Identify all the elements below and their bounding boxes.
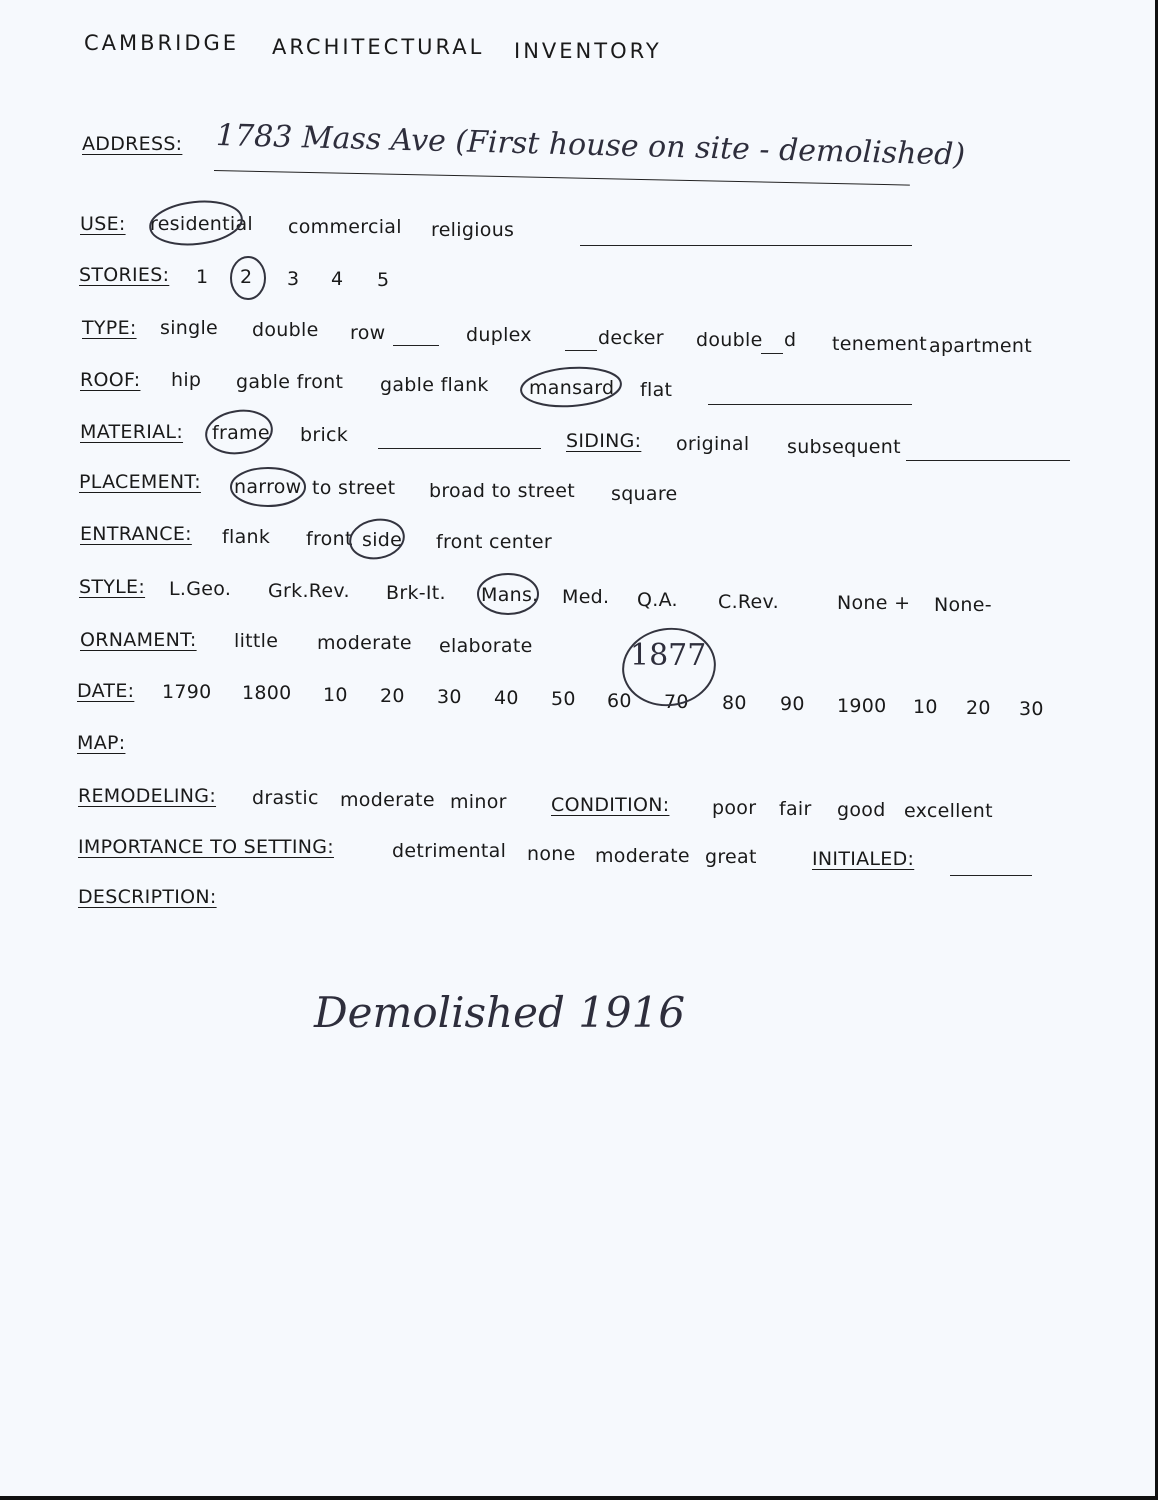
initialed-label: INITIALED: bbox=[812, 848, 915, 870]
material-option-brick[interactable]: brick bbox=[300, 424, 349, 446]
type-option-apartment[interactable]: apartment bbox=[929, 335, 1032, 357]
condition-option-poor[interactable]: poor bbox=[712, 797, 757, 819]
form-title-architectural: ARCHITECTURAL bbox=[272, 35, 485, 59]
circle-mark-frame bbox=[203, 407, 274, 458]
date-option-1840[interactable]: 40 bbox=[494, 687, 519, 709]
remodeling-option-minor[interactable]: minor bbox=[450, 791, 507, 813]
importance-option-moderate[interactable]: moderate bbox=[595, 845, 690, 867]
style-option-med[interactable]: Med. bbox=[562, 586, 610, 608]
roof-option-gable-flank[interactable]: gable flank bbox=[380, 374, 489, 396]
style-option-q-a[interactable]: Q.A. bbox=[637, 589, 678, 611]
roof-option-gable-front[interactable]: gable front bbox=[236, 371, 344, 393]
date-option-1830[interactable]: 30 bbox=[437, 686, 462, 708]
entrance-label: ENTRANCE: bbox=[80, 523, 192, 545]
material-label: MATERIAL: bbox=[80, 421, 184, 443]
condition-option-fair[interactable]: fair bbox=[779, 798, 812, 820]
material-option-frame[interactable]: frame bbox=[212, 422, 270, 444]
circle-mark-mans bbox=[478, 574, 538, 614]
entrance-option-front[interactable]: front bbox=[306, 528, 353, 550]
roof-option-flat[interactable]: flat bbox=[640, 379, 673, 401]
address-label: ADDRESS: bbox=[82, 133, 183, 155]
stories-label: STORIES: bbox=[79, 264, 170, 286]
type-option-single[interactable]: single bbox=[160, 317, 219, 339]
description-handwritten-value: Demolished 1916 bbox=[314, 988, 686, 1037]
circle-mark-date-1870s bbox=[618, 623, 720, 711]
siding-label: SIDING: bbox=[566, 430, 642, 452]
stories-option-1[interactable]: 1 bbox=[196, 266, 209, 288]
date-handwritten-value: 1877 bbox=[630, 638, 707, 673]
date-option-1790[interactable]: 1790 bbox=[162, 681, 212, 703]
map-label: MAP: bbox=[77, 732, 126, 754]
importance-label: IMPORTANCE TO SETTING: bbox=[78, 836, 334, 858]
style-label: STYLE: bbox=[79, 576, 146, 598]
condition-label: CONDITION: bbox=[551, 794, 670, 816]
use-label: USE: bbox=[80, 213, 126, 235]
form-title-cambridge: CAMBRIDGE bbox=[84, 31, 240, 55]
style-option-mans[interactable]: Mans. bbox=[481, 584, 539, 606]
importance-option-none[interactable]: none bbox=[527, 843, 576, 865]
entrance-option-flank[interactable]: flank bbox=[222, 526, 271, 548]
remodeling-label: REMODELING: bbox=[78, 785, 217, 807]
type-label: TYPE: bbox=[82, 317, 137, 339]
date-option-1890[interactable]: 90 bbox=[780, 693, 805, 715]
circle-mark-mansard bbox=[520, 365, 622, 410]
style-option-grk-rev[interactable]: Grk.Rev. bbox=[268, 580, 350, 602]
stories-option-2[interactable]: 2 bbox=[240, 266, 253, 288]
date-label: DATE: bbox=[77, 680, 135, 702]
circle-mark-residential bbox=[148, 197, 244, 248]
date-option-1920[interactable]: 20 bbox=[966, 697, 991, 719]
type-option-decker[interactable]: decker bbox=[598, 327, 664, 349]
siding-option-subsequent[interactable]: subsequent bbox=[787, 436, 901, 458]
circle-mark-stories-2 bbox=[231, 257, 265, 299]
roof-option-hip[interactable]: hip bbox=[171, 369, 202, 391]
style-option-c-rev[interactable]: C.Rev. bbox=[718, 591, 779, 613]
form-title-inventory: INVENTORY bbox=[514, 39, 662, 63]
style-option-none-minus[interactable]: None- bbox=[934, 594, 992, 616]
stories-option-4[interactable]: 4 bbox=[331, 268, 344, 290]
ornament-option-moderate[interactable]: moderate bbox=[317, 632, 412, 654]
type-option-duplex[interactable]: duplex bbox=[466, 324, 532, 346]
importance-option-great[interactable]: great bbox=[705, 846, 757, 868]
placement-option-narrow[interactable]: narrow bbox=[234, 476, 302, 498]
use-option-religious[interactable]: religious bbox=[431, 219, 515, 241]
roof-option-mansard[interactable]: mansard bbox=[529, 377, 615, 399]
date-option-1810[interactable]: 10 bbox=[323, 684, 348, 706]
style-option-brk-it[interactable]: Brk-It. bbox=[386, 582, 446, 604]
style-option-l-geo[interactable]: L.Geo. bbox=[169, 578, 232, 600]
type-option-tenement[interactable]: tenement bbox=[832, 333, 927, 355]
date-option-1880[interactable]: 80 bbox=[722, 692, 747, 714]
type-option-double-d[interactable]: double bbox=[696, 329, 763, 351]
date-option-1870[interactable]: 70 bbox=[664, 691, 689, 713]
address-handwritten-value: 1783 Mass Ave (First house on site - demolished) bbox=[215, 118, 966, 173]
siding-option-original[interactable]: original bbox=[676, 433, 750, 455]
circle-mark-side bbox=[347, 516, 407, 563]
condition-option-excellent[interactable]: excellent bbox=[904, 800, 993, 822]
date-option-1800[interactable]: 1800 bbox=[242, 682, 292, 704]
ornament-option-little[interactable]: little bbox=[234, 630, 279, 652]
use-option-commercial[interactable]: commercial bbox=[288, 216, 402, 238]
stories-option-5[interactable]: 5 bbox=[377, 269, 390, 291]
use-option-residential[interactable]: residential bbox=[150, 213, 254, 235]
style-option-none-plus[interactable]: None + bbox=[837, 592, 911, 614]
roof-label: ROOF: bbox=[80, 369, 141, 391]
placement-option-square[interactable]: square bbox=[611, 483, 678, 505]
date-option-1860[interactable]: 60 bbox=[607, 690, 632, 712]
placement-option-broad-to-street[interactable]: broad to street bbox=[429, 480, 576, 502]
type-option-d[interactable]: d bbox=[784, 329, 797, 351]
circle-mark-narrow bbox=[231, 468, 305, 506]
date-option-1930[interactable]: 30 bbox=[1019, 698, 1044, 720]
placement-label: PLACEMENT: bbox=[79, 471, 201, 493]
type-option-double[interactable]: double bbox=[252, 319, 319, 341]
date-option-1820[interactable]: 20 bbox=[380, 685, 405, 707]
date-option-1900[interactable]: 1900 bbox=[837, 695, 887, 717]
importance-option-detrimental[interactable]: detrimental bbox=[392, 840, 507, 862]
ornament-label: ORNAMENT: bbox=[80, 629, 197, 651]
type-option-row[interactable]: row bbox=[350, 322, 386, 344]
condition-option-good[interactable]: good bbox=[837, 799, 886, 821]
ornament-option-elaborate[interactable]: elaborate bbox=[439, 635, 533, 657]
placement-option-to-street[interactable]: to street bbox=[312, 477, 396, 499]
entrance-option-side[interactable]: side bbox=[362, 529, 403, 551]
remodeling-option-moderate[interactable]: moderate bbox=[340, 789, 435, 811]
stories-option-3[interactable]: 3 bbox=[287, 268, 300, 290]
description-label: DESCRIPTION: bbox=[78, 886, 217, 908]
date-option-1850[interactable]: 50 bbox=[551, 688, 576, 710]
entrance-option-front-center[interactable]: front center bbox=[436, 531, 552, 553]
remodeling-option-drastic[interactable]: drastic bbox=[252, 787, 319, 809]
date-option-1910[interactable]: 10 bbox=[913, 696, 938, 718]
